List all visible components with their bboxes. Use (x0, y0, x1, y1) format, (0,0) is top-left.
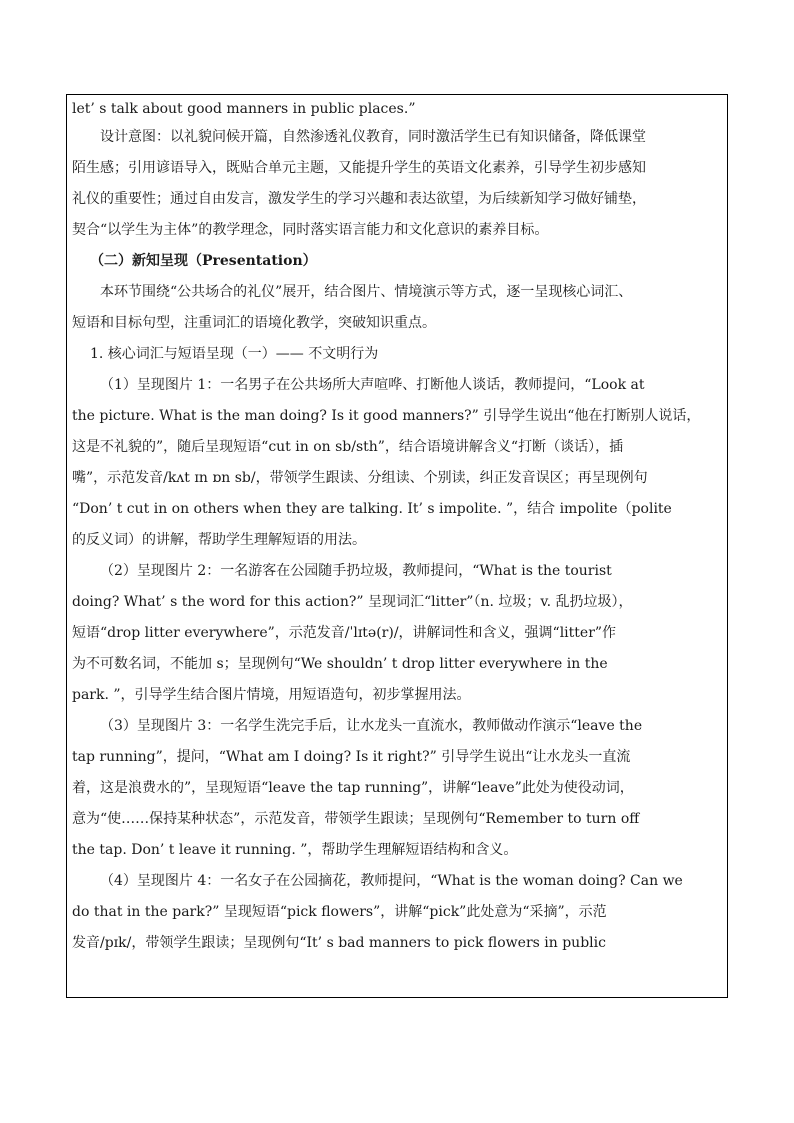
text-line: 礼仪的重要性；通过自由发言，激发学生的学习兴趣和表达欲望，为后续新知学习做好铺垫， (72, 191, 646, 207)
text-line: 发音/pɪk/，带领学生跟读；呈现例句“It’ s bad manners to pick flowers in public (72, 935, 606, 951)
text-line: do that in the park?” 呈现短语“pick flowers”，讲解“pick”此处意为“采摘”，示范 (72, 904, 607, 920)
section-heading: （二）新知呈现（Presentation） (90, 253, 317, 269)
text-line: the picture. What is the man doing? Is it good manners?” 引导学生说出“他在打断别人说话， (72, 408, 701, 424)
text-line: let’ s talk about good manners in public places.” (72, 101, 416, 117)
text-line: 这是不礼貌的”，随后呈现短语“cut in on sb/sth”，结合语境讲解含义“打断（谈话），插 (72, 439, 624, 455)
text-line: 契合“以学生为主体”的教学理念，同时落实语言能力和文化意识的素养目标。 (72, 222, 549, 238)
text-line: 短语“drop litter everywhere”，示范发音/ˈlɪtə(r)/，讲解词性和含义，强调“litter”作 (72, 625, 617, 641)
paragraph-picture-2: （2）呈现图片 2：一名游客在公园随手扔垃圾，教师提问，“What is the tourist (100, 563, 612, 579)
text-line: 的反义词）的讲解，帮助学生理解短语的用法。 (72, 532, 366, 548)
paragraph-picture-4: （4）呈现图片 4：一名女子在公园摘花，教师提问，“What is the woman doing? Can we (100, 873, 683, 889)
text-line: 嘴”，示范发音/kʌt ɪn ɒn sb/，带领学生跟读、分组读、个别读，纠正发音误区；再呈现例句 (72, 470, 648, 486)
text-line: tap running”，提问，“What am I doing? Is it right?” 引导学生说出“让水龙头一直流 (72, 749, 631, 765)
text-line: park. ”，引导学生结合图片情境，用短语造句，初步掌握用法。 (72, 687, 471, 703)
text-line: 着，这是浪费水的”，呈现短语“leave the tap running”，讲解“leave”此处为使役动词， (72, 780, 634, 796)
paragraph-picture-1: （1）呈现图片 1：一名男子在公共场所大声喧哗、打断他人谈话，教师提问，“Look at (100, 377, 645, 393)
text-line: 短语和目标句型，注重词汇的语境化教学，突破知识重点。 (72, 315, 436, 331)
text-line: “Don’ t cut in on others when they are talking. It’ s impolite. ”，结合 impolite（polite (72, 501, 672, 517)
paragraph-design-intent: 设计意图：以礼貌问候开篇，自然渗透礼仪教育，同时激活学生已有知识储备，降低课堂 (100, 129, 646, 145)
subsection-heading: 1. 核心词汇与短语呈现（一）—— 不文明行为 (90, 346, 379, 362)
text-line: 为不可数名词，不能加 s；呈现例句“We shouldn’ t drop litter everywhere in the (72, 656, 608, 672)
text-line: doing? What’ s the word for this action?” 呈现词汇“litter”（n. 垃圾；v. 乱扔垃圾）， (72, 594, 633, 610)
document-body (72, 96, 724, 959)
paragraph-picture-3: （3）呈现图片 3：一名学生洗完手后，让水龙头一直流水，教师做动作演示“leave the (100, 718, 643, 734)
text-line: the tap. Don’ t leave it running. ”，帮助学生理解短语结构和含义。 (72, 842, 518, 858)
paragraph-intro: 本环节围绕“公共场合的礼仪”展开，结合图片、情境演示等方式，逐一呈现核心词汇、 (100, 284, 633, 300)
text-line: 意为“使……保持某种状态”，示范发音，带领学生跟读；呈现例句“Remember to turn off (72, 811, 640, 827)
text-line: 陌生感；引用谚语导入，既贴合单元主题，又能提升学生的英语文化素养，引导学生初步感知 (72, 160, 646, 176)
